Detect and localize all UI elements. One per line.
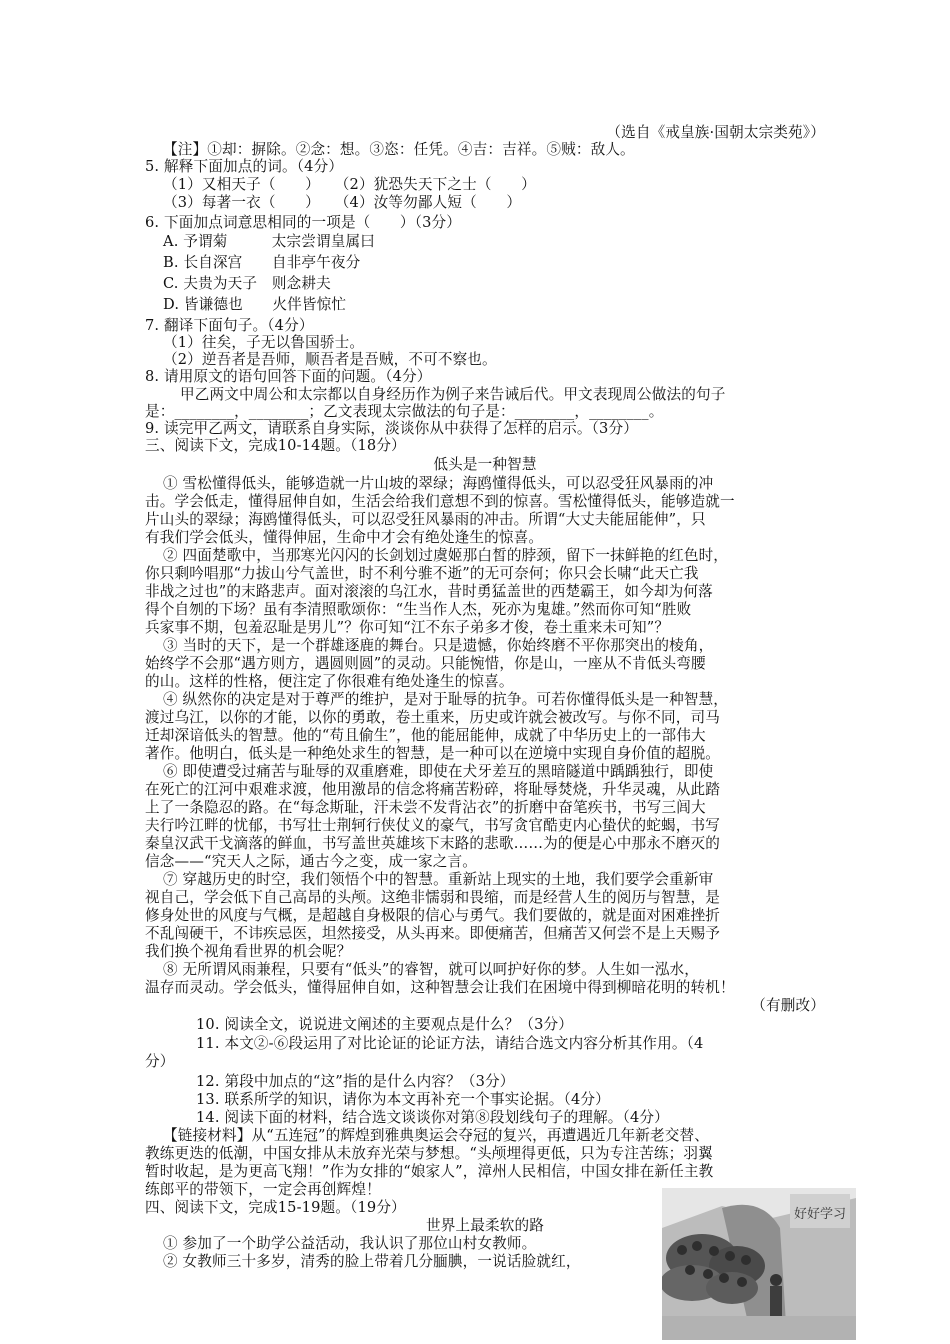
paragraph-line: ④ 纵然你的决定是对于尊严的维护，是对于耻辱的抗争。可若你懂得低头是一种智慧， (163, 691, 729, 708)
paragraph-line: 的山。这样的性格，便注定了你很难有绝处逢生的惊喜。 (145, 673, 514, 690)
paragraph-line: 视自己，学会低下自己高昂的头颅。这绝非懦弱和畏缩，而是经营人生的阅历与智慧，是 (145, 889, 721, 906)
paragraph-line: 迁却深谙低头的智慧。他的“苟且偷生”，他的能屈能伸，成就了中华历史上的一部伟大 (145, 727, 706, 744)
paragraph-line: 片山头的翠绿；海鸥懂得低头，可以忍受狂风暴雨的冲击。所谓“大丈夫能屈能伸”，只 (145, 511, 706, 528)
link-material-line: 【链接材料】从“五连冠”的辉煌到雅典奥运会夺冠的复兴，再遭遇近几年新老交替、 (163, 1127, 709, 1144)
paragraph-line: 有我们学会低头，懂得伸屈，生命中才会有绝处逢生的惊喜。 (145, 529, 544, 546)
question-8-text-1: 甲乙两文中周公和太宗都以自身经历作为例子来告诫后代。甲文表现周公做法的句子 (180, 386, 726, 403)
paragraph-line: ③ 当时的天下，是一个群雄逐鹿的舞台。只是遗憾，你始终磨不平你那突出的棱角， (163, 637, 714, 654)
question-12: 12. 第段中加点的“这”指的是什么内容？（3分） (196, 1073, 515, 1090)
paragraph-line: 上了一条隐忍的路。在“每念斯耻，汗未尝不发背沾衣”的折磨中奋笔疾书，书写三闾大 (145, 799, 706, 816)
question-6-option-b: B. 长自深宫 自非亭午夜分 (163, 254, 361, 271)
paragraph-line: 不乱闯硬干，不讳疾忌医，坦然接受，从头再来。即便痛苦，但痛苦又何尝不是上天赐予 (145, 925, 721, 942)
question-7-sentence-1: （1）往矣，子无以鲁国骄士。 (163, 334, 365, 351)
paragraph-line: 非战之过也”的末路悲声。面对滚滚的乌江水，昔时勇猛盖世的西楚霸王，如今却为何落 (145, 583, 713, 600)
sign-text: 好好学习 (793, 1207, 847, 1222)
section-4-heading: 四、阅读下文，完成15-19题。（19分） (145, 1199, 406, 1216)
link-material-line: 练郎平的带领下，一定会再创辉煌！ (145, 1181, 381, 1198)
question-6: 6. 下面加点词意思相同的一项是（ ）（3分） (145, 214, 462, 231)
paragraph-line: ① 雪松懂得低头，能够造就一片山坡的翠绿；海鸥懂得低头，可以忍受狂风暴雨的冲 (163, 475, 714, 492)
question-5: 5. 解释下面加点的词。（4分） (145, 158, 344, 175)
paragraph-line: ② 四面楚歌中，当那寒光闪闪的长剑划过虞姬那白皙的脖颈，留下一抹鲜艳的红色时， (163, 547, 729, 564)
question-14: 14. 阅读下面的材料，结合选文谈谈你对第⑧段划线句子的理解。（4分） (196, 1109, 669, 1126)
question-13: 13. 联系所学的知识，请你为本文再补充一个事实论据。（4分） (196, 1091, 610, 1108)
paragraph-line: 兵家事不期，包羞忍耻是男儿”？你可知“江不东子弟多才俊，卷土重来未可知”？ (145, 619, 670, 636)
source-citation: （选自《戒皇族·国朝太宗类苑》） (606, 124, 825, 141)
paragraph-line: 信念——“究天人之际，通古今之变，成一家之言。 (145, 853, 477, 870)
paragraph-line: 渡过乌江，以你的才能，以你的勇敢，卷土重来，历史或许就会被改写。与你不同，司马 (145, 709, 721, 726)
question-8: 8. 请用原文的语句回答下面的问题。（4分） (145, 368, 432, 385)
link-material-line: 暂时收起，是为更高飞翔！”作为女排的“娘家人”，漳州人民相信，中国女排在新任主教 (145, 1163, 714, 1180)
paragraph-line: ⑥ 即使遭受过痛苦与耻辱的双重磨难，即使在犬牙差互的黑暗隧道中踽踽独行，即使 (163, 763, 714, 780)
paragraph-line: 著作。他明白，低头是一种绝处求生的智慧，是一种可以在逆境中实现自身价值的超脱。 (145, 745, 721, 762)
paragraph-line: 秦皇汉武干戈滴落的鲜血，书写盖世英雄垓下末路的悲歌……为的便是心中那永不磨灭的 (145, 835, 721, 852)
question-6-option-d: D. 皆谦德也 火伴皆惊忙 (163, 296, 347, 313)
question-7: 7. 翻译下面句子。（4分） (145, 317, 314, 334)
paragraph-line: 得个自刎的下场？虽有李清照歌颂你：“生当作人杰，死亦为鬼雄。”然而你可知“胜败 (145, 601, 692, 618)
paragraph-line: 夫行吟江畔的忧郁，书写壮士荆轲行侠仗义的豪气，书写贪官酷吏内心蛰伏的蛇蝎，书写 (145, 817, 721, 834)
article-title-2: 世界上最柔软的路 (426, 1217, 544, 1234)
paragraph-line: ① 参加了一个助学公益活动，我认识了那位山村女教师。 (163, 1235, 537, 1252)
question-8-text-2: 是：________，________；乙文表现太宗做法的句子是：________，________。 (145, 403, 664, 420)
question-9: 9. 读完甲乙两文，请联系自身实际，淡谈你从中获得了怎样的启示。（3分） (145, 420, 638, 437)
paragraph-line: 温存而灵动。学会低头，懂得屈伸自如，这种智慧会让我们在困境中得到柳暗花明的转机！ (145, 979, 735, 996)
paragraph-line: ② 女教师三十多岁，清秀的脸上带着几分腼腆，一说话脸就红， (163, 1253, 581, 1270)
paragraph-line: 修身处世的风度与气概，是超越自身极限的信心与勇气。我们要做的，就是面对困难挫折 (145, 907, 721, 924)
article-title-1: 低头是一种智慧 (433, 456, 537, 473)
question-7-sentence-2: （2）逆吾者是吾师，顺吾者是吾贼，不可不察也。 (163, 351, 497, 368)
question-6-option-c: C. 夫贵为天子 则念耕夫 (163, 275, 331, 292)
paragraph-line: 你只剩吟唱那“力拔山兮气盖世，时不利兮骓不逝”的无可奈何；你只会长啸“此天亡我 (145, 565, 699, 582)
village-school-photo (662, 1188, 856, 1340)
question-11-cont: 分） (145, 1053, 175, 1070)
paragraph-line: 在死亡的江河中艰难求渡，他用激昂的信念将痛苦粉碎，将耻辱焚烧，升华灵魂，从此踏 (145, 781, 721, 798)
paragraph-line: 击。学会低走，懂得屈伸自如，生活会给我们意想不到的惊喜。雪松懂得低头，能够造就一 (145, 493, 735, 510)
section-3-heading: 三、阅读下文，完成10-14题。（18分） (145, 437, 406, 454)
paragraph-line: 我们换个视角看世界的机会呢？ (145, 943, 352, 960)
question-5-items-2: （3）每著一衣（ ） （4）汝等勿鄙人短（ ） (163, 194, 522, 211)
paragraph-line: ⑧ 无所谓风雨兼程，只要有“低头”的睿智，就可以呵护好你的梦。人生如一泓水， (163, 961, 700, 978)
link-material-line: 教练更迭的低潮，中国女排从未放弃光荣与梦想。“头颅埋得更低，只为专注苦练；羽翼 (145, 1145, 713, 1162)
question-10: 10. 阅读全文，说说进文阐述的主要观点是什么？（3分） (196, 1016, 573, 1033)
question-11: 11. 本文②-⑥段运用了对比论证的论证方法，请结合选文内容分析其作用。（4 (196, 1035, 704, 1052)
abridged-note: （有删改） (751, 997, 825, 1014)
question-6-option-a: A. 予谓菊 太宗尝谓皇属曰 (163, 233, 375, 250)
question-5-items-1: （1）又相天子（ ） （2）犹恐失天下之士（ ） (163, 176, 536, 193)
paragraph-line: 始终学不会那“遇方则方，遇圆则圆”的灵动。只能惋惜，你是山，一座从不肯低头弯腰 (145, 655, 706, 672)
notes-line: 【注】①却：摒除。②念：想。③恣：任凭。④吉：吉祥。⑤贼：敌人。 (163, 141, 635, 158)
paragraph-line: ⑦ 穿越历史的时空，我们领悟个中的智慧。重新站上现实的土地，我们要学会重新审 (163, 871, 714, 888)
